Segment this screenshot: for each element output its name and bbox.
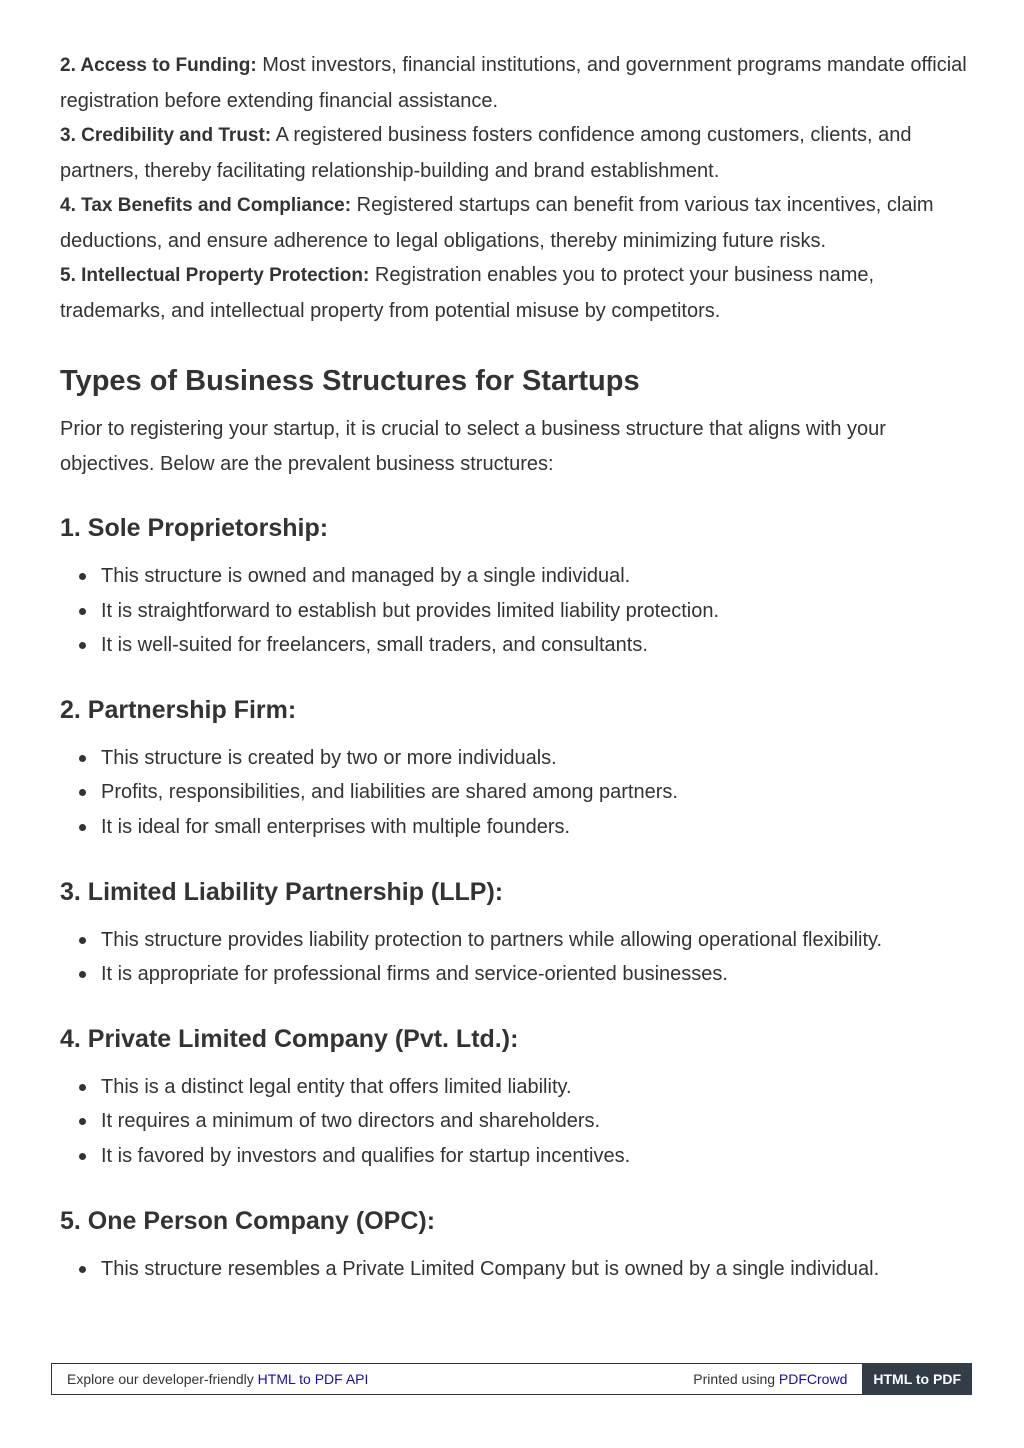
list-item xyxy=(101,1139,970,1174)
bullet-icon xyxy=(79,824,86,831)
list-item-text: It is straightforward to establish but provides limited liability protection. xyxy=(101,599,720,622)
intro-list xyxy=(60,48,970,328)
list-item xyxy=(101,559,970,594)
intro-item xyxy=(60,48,970,118)
list-item-text: This structure is created by two or more individuals. xyxy=(101,746,557,769)
footer-left-text: Explore our developer-friendly xyxy=(67,1371,258,1387)
list-item xyxy=(101,957,970,992)
list-item xyxy=(101,810,970,845)
structure-bullet-list xyxy=(60,559,970,663)
footer-left xyxy=(52,1371,693,1387)
list-item-text: This structure provides liability protection to partners while allowing operational flexibility. xyxy=(101,928,883,951)
structure-heading: 1. Sole Proprietorship: xyxy=(60,514,329,542)
list-item xyxy=(101,741,970,776)
bullet-icon xyxy=(79,971,86,978)
footer-mid xyxy=(693,1371,862,1387)
list-item xyxy=(101,1070,970,1105)
structures-list xyxy=(60,511,970,1286)
html-to-pdf-badge[interactable]: HTML to PDF xyxy=(862,1363,972,1395)
list-item xyxy=(101,923,970,958)
structure-heading: 5. One Person Company (OPC): xyxy=(60,1206,436,1235)
list-item xyxy=(101,628,970,663)
intro-item-label: 4. Tax Benefits and Compliance: xyxy=(60,195,352,216)
pdfcrowd-link[interactable]: PDFCrowd xyxy=(778,1371,848,1387)
structure-heading: 3. Limited Liability Partnership (LLP): xyxy=(60,877,504,906)
structure-bullet-list xyxy=(60,741,970,845)
bullet-icon xyxy=(79,937,86,944)
bullet-icon xyxy=(79,1084,86,1091)
list-item-text: This structure is owned and managed by a single individual. xyxy=(101,565,631,587)
structure-heading: 2. Partnership Firm: xyxy=(60,695,297,724)
intro-item-label: 5. Intellectual Property Protection: xyxy=(60,265,370,286)
list-item xyxy=(101,775,970,810)
bullet-icon xyxy=(79,608,86,615)
bullet-icon xyxy=(79,1118,86,1125)
intro-item-label: 2. Access to Funding: xyxy=(60,55,257,76)
intro-item-text: Registration enables you to protect your business name, trademarks, and intellectual property from potential misuse by competitors. xyxy=(60,264,875,322)
intro-item xyxy=(60,188,970,258)
list-item xyxy=(101,1252,970,1287)
footer-mid-text: Printed using xyxy=(693,1371,779,1387)
list-item-text: It requires a minimum of two directors and shareholders. xyxy=(101,1110,601,1133)
list-item-text: It is ideal for small enterprises with multiple founders. xyxy=(101,815,571,838)
bullet-icon xyxy=(79,789,86,796)
bullet-icon xyxy=(79,1153,86,1160)
intro-item xyxy=(60,118,970,188)
list-item-text: This is a distinct legal entity that offers limited liability. xyxy=(101,1075,572,1098)
intro-item-text: Most investors, financial institutions, and government programs mandate official registration before extending financial assistance. xyxy=(60,54,967,112)
html-to-pdf-api-link[interactable]: HTML to PDF API xyxy=(257,1371,369,1387)
bullet-icon xyxy=(79,1266,86,1273)
bullet-icon xyxy=(79,755,86,762)
list-item xyxy=(101,1104,970,1139)
list-item-text: It is appropriate for professional firms and service-oriented businesses. xyxy=(101,963,728,986)
structure-bullet-list xyxy=(60,1070,970,1174)
intro-item-label: 3. Credibility and Trust: xyxy=(60,125,272,146)
list-item-text: It is favored by investors and qualifies for startup incentives. xyxy=(101,1144,631,1167)
section-heading: Types of Business Structures for Startups xyxy=(60,365,640,397)
list-item-text: This structure resembles a Private Limited Company but is owned by a single individual. xyxy=(101,1257,880,1280)
section-intro: Prior to registering your startup, it is crucial to select a business structure that aligns with your objectives. Below are the prevalent business structures: xyxy=(60,418,886,475)
intro-item xyxy=(60,258,970,328)
structure-bullet-list xyxy=(60,923,970,992)
intro-item-text: A registered business fosters confidence among customers, clients, and partners, thereby facilitating relationship-building and brand establishment. xyxy=(60,124,912,182)
structure-heading: 4. Private Limited Company (Pvt. Ltd.): xyxy=(60,1024,519,1053)
structure-bullet-list xyxy=(60,1252,970,1287)
list-item xyxy=(101,594,970,629)
bullet-icon xyxy=(79,642,86,649)
list-item-text: Profits, responsibilities, and liabilities are shared among partners. xyxy=(101,781,678,804)
intro-item-text: Registered startups can benefit from various tax incentives, claim deductions, and ensure adherence to legal obligations, thereby minimizing future risks. xyxy=(60,194,934,252)
document-content xyxy=(60,48,970,1286)
pdf-footer xyxy=(51,1363,972,1395)
list-item-text: It is well-suited for freelancers, small traders, and consultants. xyxy=(101,634,648,657)
bullet-icon xyxy=(79,573,86,580)
